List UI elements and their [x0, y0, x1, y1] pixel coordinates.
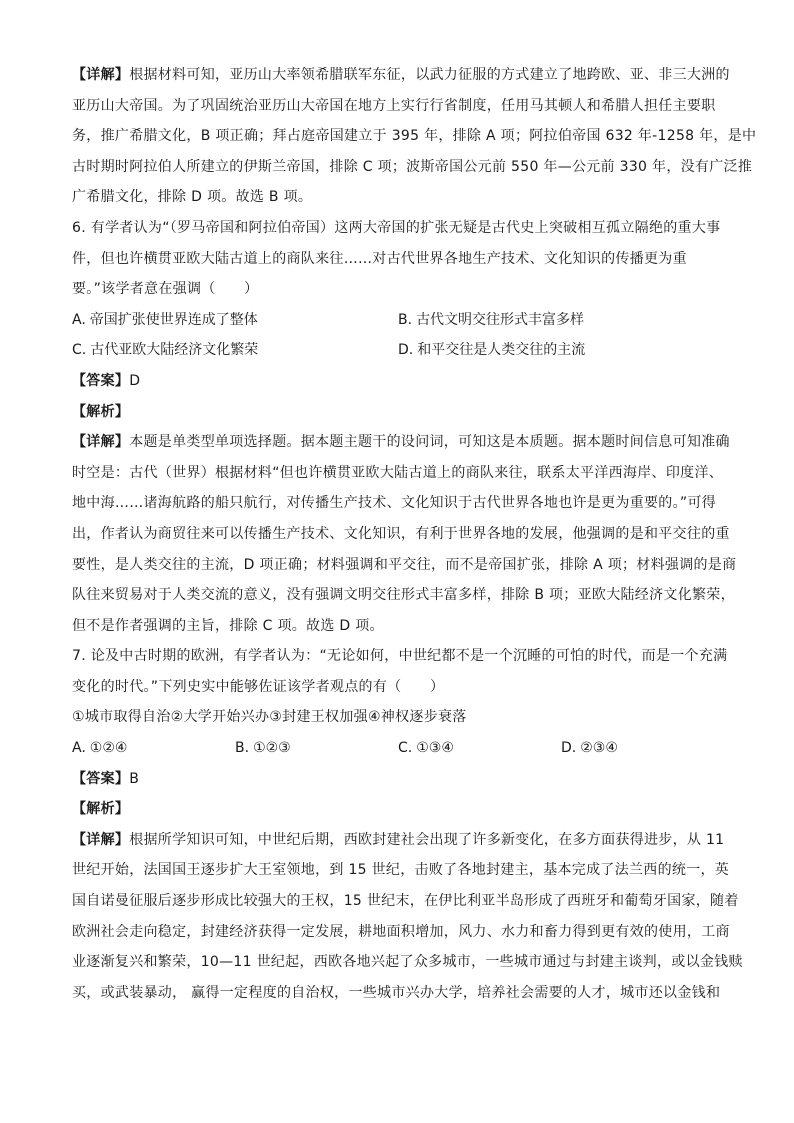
q7-option-d: D. ②③④ — [561, 740, 618, 757]
q6-detail-line-4: 出，作者认为商贸往来可以传播生产技术、文化知识，有利于世界各地的发展，他强调的是和平交往的重 — [72, 525, 730, 542]
question-7 — [72, 641, 743, 1008]
q7-detail-line-4: 欧洲社会走向稳定，封建经济获得一定发展，耕地面积增加，风力、水力和畜力得到更有效的使用，工商 — [72, 923, 730, 940]
q6-option-d: D. 和平交往是人类交往的主流 — [398, 342, 586, 359]
q7-stem-line-1: 7. 论及中古时期的欧洲，有学者认为：“无论如何，中世纪都不是一个沉睡的可怕的时代，而是一个充满 — [72, 648, 728, 665]
q6-option-b: B. 古代文明交往形式丰富多样 — [398, 311, 585, 328]
q7-detail-line-5: 业逐渐复兴和繁荣，10—11 世纪起，西欧各地兴起了众多城市，一些城市通过与封建主谈判，或以金钱赎 — [72, 954, 743, 971]
q5-detail-line-4: 古时期时阿拉伯人所建立的伊斯兰帝国，排除 C 项；波斯帝国公元前 550 年—公元前 330 年，没有广泛推 — [72, 158, 753, 175]
q6-option-c: C. 古代亚欧大陆经济文化繁荣 — [72, 342, 259, 359]
q6-stem-line-3: 要。”该学者意在强调（ ） — [72, 281, 259, 298]
q6-option-a: A. 帝国扩张使世界连成了整体 — [72, 311, 258, 328]
question-6 — [72, 213, 737, 641]
q7-detail-line-1: 【详解】根据所学知识可知，中世纪后期，西欧封建社会出现了许多新变化，在多方面获得进步，从 11 — [72, 831, 725, 848]
document-page — [72, 60, 757, 1008]
q5-detail-line-1: 【详解】根据材料可知，亚历山大率领希腊联军东征，以武力征服的方式建立了地跨欧、亚、非三大洲的 — [72, 67, 730, 83]
q7-option-c: C. ①③④ — [398, 740, 454, 757]
q6-detail-line-2: 时空是：古代（世界）根据材料“但也许横贯亚欧大陆古道上的商队来往，联系太平洋西海岸、印度洋、 — [72, 464, 724, 481]
q7-detail-line-3: 国自诺曼征服后逐步形成比较强大的王权，15 世纪末，在伊比利亚半岛形成了西班牙和葡萄牙国家，随着 — [72, 893, 739, 910]
q7-detail-line-2: 世纪开始，法国国王逐步扩大王室领地，到 15 世纪，击败了各地封建主，基本完成了法兰西的统一，英 — [72, 862, 730, 879]
detail-tag: 【详解】 — [72, 67, 130, 83]
q5-detail-line-5: 广希腊文化，排除 D 项。故选 B 项。 — [72, 189, 313, 206]
q6-analysis-heading: 【解析】 — [72, 403, 130, 420]
q6-detail-line-5: 要性，是人类交往的主流，D 项正确；材料强调和平交往，而不是帝国扩张，排除 A 项；材料强调的是商 — [72, 556, 737, 573]
q7-analysis-heading: 【解析】 — [72, 801, 130, 818]
q7-detail-line-6: 买，或武装暴动， 赢得一定程度的自治权，一些城市兴办大学，培养社会需要的人才，城市还以金钱和 — [72, 984, 721, 1001]
q6-options-row-1 — [72, 305, 724, 336]
q7-answer: 【答案】B — [72, 770, 140, 787]
q6-options-row-2 — [72, 335, 724, 366]
q6-stem-line-2: 件，但也许横贯亚欧大陆古道上的商队来往……对古代世界各地生产技术、文化知识的传播更为重 — [72, 250, 687, 267]
q6-stem-line-1: 6. 有学者认为“（罗马帝国和阿拉伯帝国）这两大帝国的扩张无疑是古代史上突破相互孤立隔绝的重大事 — [72, 219, 721, 236]
q5-detail-line-3: 务，推广希腊文化，B 项正确；拜占庭帝国建立于 395 年，排除 A 项；阿拉伯帝国 632 年-1258 年，是中 — [72, 128, 757, 145]
q7-option-b: B. ①②③ — [235, 740, 291, 757]
q5-detail — [72, 60, 757, 213]
q6-answer: 【答案】D — [72, 372, 141, 389]
q7-stem-line-3: ①城市取得自治②大学开始兴办③封建王权加强④神权逐步衰落 — [72, 709, 467, 726]
q7-options-row — [72, 733, 724, 764]
q5-detail-line-2: 亚历山大帝国。为了巩固统治亚历山大帝国在地方上实行行省制度，任用马其顿人和希腊人担任主要职 — [72, 97, 716, 114]
q7-option-a: A. ①②④ — [72, 740, 128, 757]
q7-stem-line-2: 变化的时代。”下列史实中能够佐证该学者观点的有（ ） — [72, 678, 445, 695]
q6-detail-line-1: 【详解】本题是单类型单项选择题。据本题主题干的设问词，可知这是本质题。据本题时间信息可知准确 — [72, 434, 730, 451]
q6-detail-line-6: 队往来贸易对于人类交流的意义，没有强调文明交往形式丰富多样，排除 B 项；亚欧大陆经济文化繁荣， — [72, 587, 735, 604]
q6-detail-line-3: 地中海……诸海航路的船只航行，对传播生产技术、文化知识于古代世界各地也许是更为重要的。”可得 — [72, 495, 717, 512]
q6-detail-line-7: 但不是作者强调的主旨，排除 C 项。故选 D 项。 — [72, 617, 384, 634]
